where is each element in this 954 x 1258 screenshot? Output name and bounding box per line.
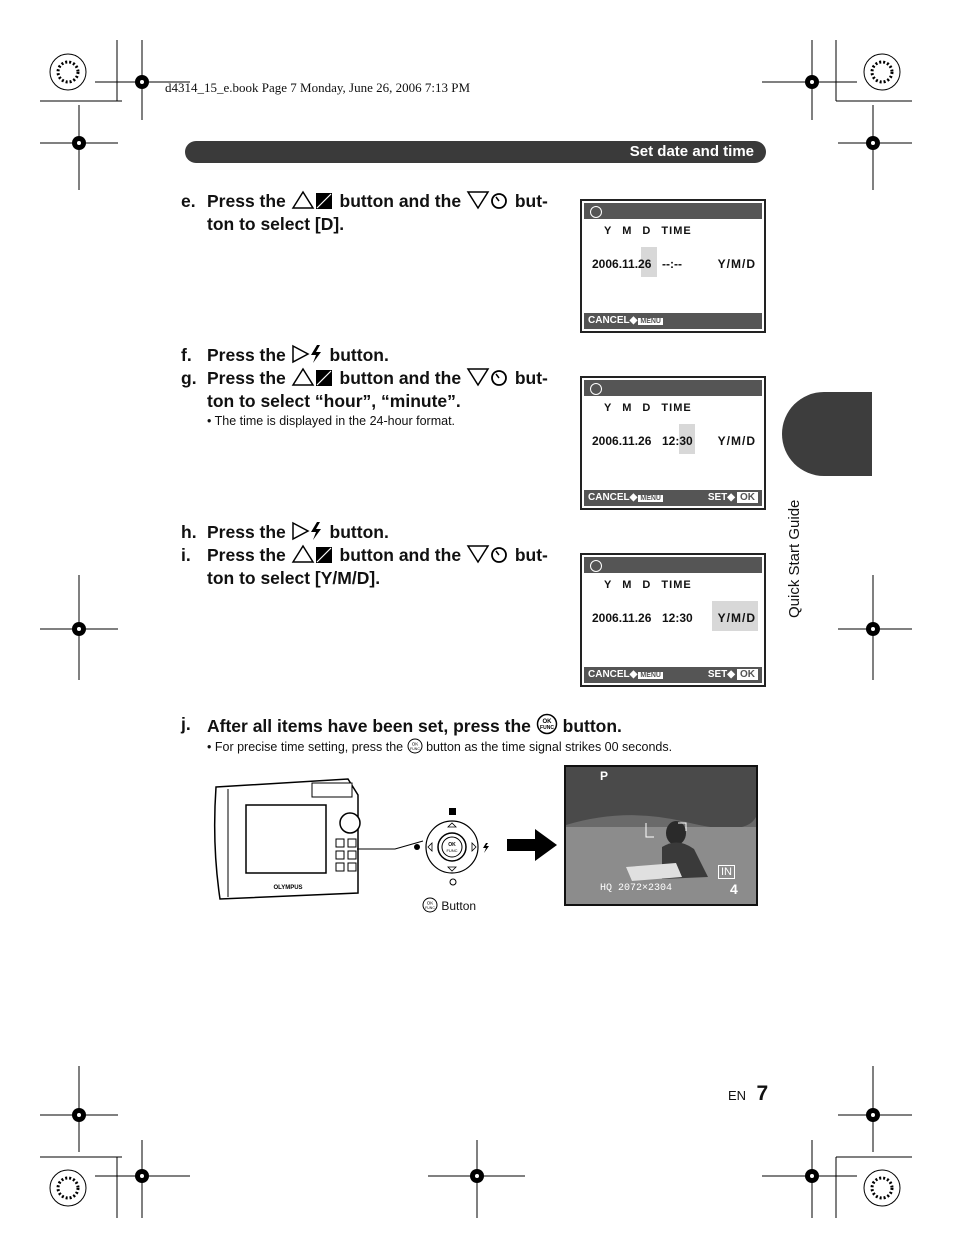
ok-badge: OK	[737, 492, 758, 503]
svg-text:FUNC: FUNC	[409, 747, 420, 751]
page-footer	[728, 1082, 768, 1106]
lcd-screen-select-format: Y M D TIME 2006.11.26 12:30 Y/M/D CANCEL◆ MENU SET◆ OK	[580, 553, 766, 687]
camera-preview-photo	[564, 765, 758, 906]
right-arrow-icon	[505, 826, 559, 864]
svg-text:OK: OK	[542, 719, 552, 725]
time-value: 12:30	[662, 434, 693, 448]
camera-brand-label: OLYMPUS	[273, 885, 303, 891]
ok-func-button-icon	[536, 713, 558, 735]
down-selftimer-icon	[466, 544, 510, 564]
time-value: 12:30	[662, 611, 693, 625]
step-g: g. Press the button and the but- ton to select “hour”, “minute”.	[181, 368, 548, 411]
step-f: f. Press the button.	[181, 345, 389, 365]
column-headers: Y M D TIME	[604, 402, 692, 414]
clock-icon	[590, 560, 602, 572]
ok-func-button-icon	[422, 897, 438, 913]
lcd-screen-select-time: Y M D TIME 2006.11.26 12:30 Y/M/D CANCEL◆ MENU SET◆ OK	[580, 376, 766, 510]
clock-icon	[590, 206, 602, 218]
image-quality-label: HQ 2072×2304	[600, 883, 673, 894]
column-headers: Y M D TIME	[604, 225, 692, 237]
frames-remaining: 4	[730, 881, 738, 897]
menu-badge: MENU	[640, 318, 661, 325]
date-format: Y/M/D	[717, 611, 756, 625]
date-value: 2006.11.26	[592, 611, 652, 625]
cancel-label: CANCEL	[588, 492, 630, 503]
ok-func-button-icon	[407, 738, 423, 754]
set-label: SET	[707, 669, 728, 680]
chapter-side-label: Quick Start Guide	[786, 499, 803, 618]
arrow-pad-diagram	[410, 805, 494, 889]
step-g-note: • The time is displayed in the 24-hour format.	[207, 414, 456, 428]
down-selftimer-icon	[466, 190, 510, 210]
step-j: j. After all items have been set, press the OK FUNC button.	[181, 714, 622, 736]
date-value: 2006.11.26	[592, 257, 652, 271]
right-flash-icon	[291, 344, 325, 364]
svg-text:FUNC: FUNC	[539, 725, 554, 731]
svg-text:FUNC: FUNC	[425, 906, 435, 910]
shooting-mode-label: P	[600, 769, 609, 783]
lcd-screen-select-day: Y M D TIME 2006.11.26 --:-- Y/M/D CANCEL◆ MENU	[580, 199, 766, 333]
step-e: e. Press the button and the but- ton to select [D].	[181, 191, 548, 234]
step-h: h. Press the button.	[181, 522, 389, 542]
column-headers: Y M D TIME	[604, 579, 692, 591]
page-number: 7	[756, 1082, 769, 1105]
memory-indicator: IN	[718, 865, 735, 879]
up-exposure-icon	[291, 544, 335, 564]
down-selftimer-icon	[466, 367, 510, 387]
print-header: d4314_15_e.book Page 7 Monday, June 26, 2006 7:13 PM	[165, 80, 471, 95]
date-format: Y/M/D	[717, 434, 756, 448]
step-letter: e.	[181, 191, 196, 211]
cancel-label: CANCEL	[588, 669, 630, 680]
set-label: SET	[707, 492, 728, 503]
time-value: --:--	[662, 257, 682, 271]
ok-badge: OK	[737, 669, 758, 680]
svg-text:OK: OK	[426, 900, 434, 906]
svg-text:FUNC: FUNC	[446, 848, 458, 853]
step-j-note: • For precise time setting, press the OK FUNC button as the time signal strikes 00 seconds.	[207, 740, 673, 754]
camera-back-illustration	[208, 775, 368, 905]
step-i: i. Press the button and the but- ton to select [Y/M/D].	[181, 545, 548, 588]
date-format: Y/M/D	[717, 257, 756, 271]
section-title: Set date and time	[185, 141, 766, 163]
cancel-label: CANCEL	[588, 315, 630, 326]
ok-button-caption: OK FUNC Button	[422, 897, 476, 913]
clock-icon	[590, 383, 602, 395]
up-exposure-icon	[291, 190, 335, 210]
svg-text:OK: OK	[448, 842, 456, 848]
language-label: EN	[728, 1088, 747, 1103]
date-value: 2006.11.26	[592, 434, 652, 448]
svg-text:OK: OK	[411, 741, 418, 747]
right-flash-icon	[291, 521, 325, 541]
up-exposure-icon	[291, 367, 335, 387]
chapter-tab	[782, 392, 872, 476]
